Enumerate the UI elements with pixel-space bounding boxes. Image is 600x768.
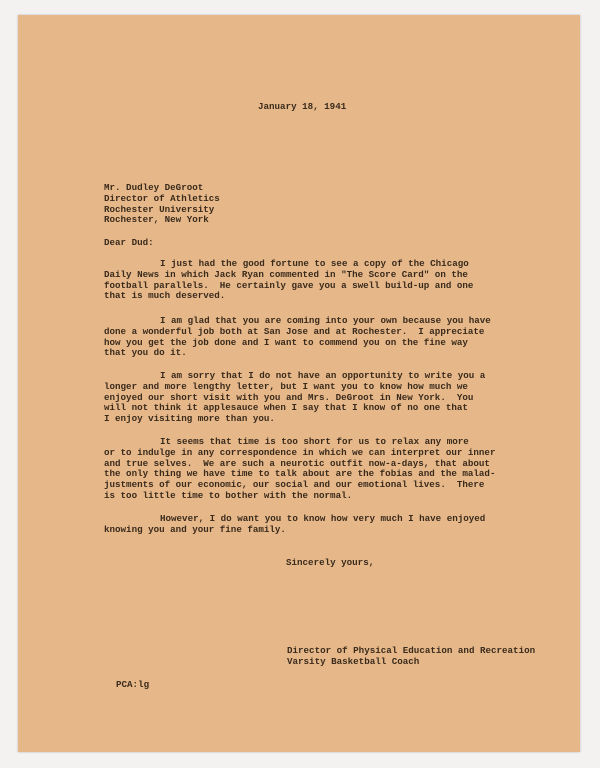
text-line: how you get the job done and I want to commend you on the fine way — [104, 336, 468, 348]
text-line: will not think it applesauce when I say that I know of no one that — [104, 402, 468, 414]
text-line: I am glad that you are coming into your own because you have — [160, 315, 491, 326]
text-line: football parallels. He certainly gave you a swell build-up and one — [104, 279, 474, 291]
closing: Sincerely yours, — [286, 557, 375, 568]
paragraph-2 — [104, 316, 491, 359]
text-line: and true selves. We are such a neurotic outfit now-a-days, that about — [104, 457, 490, 469]
text-line: longer and more lengthy letter, but I want you to know how much we — [104, 380, 468, 392]
address-line: Mr. Dudley DeGroot — [104, 182, 204, 193]
text-line: is too little time to bother with the normal. — [104, 489, 353, 501]
text-line: It seems that time is too short for us to relax any more — [160, 436, 469, 447]
typist-initials: PCA:lg — [116, 679, 150, 690]
text-line: I am sorry that I do not have an opportunity to write you a — [160, 370, 486, 381]
text-line: done a wonderful job both at San Jose and at Rochester. I appreciate — [104, 325, 485, 337]
salutation: Dear Dud: — [104, 237, 154, 248]
paragraph-1 — [104, 259, 473, 302]
text-line: Daily News in which Jack Ryan commented in "The Score Card" on the — [104, 268, 468, 280]
text-line: that you do it. — [104, 347, 187, 359]
text-line: that is much deserved. — [104, 290, 226, 302]
address-line: Director of Athletics — [104, 192, 220, 204]
title-line: Director of Physical Education and Recreation — [287, 645, 536, 656]
address-line: Rochester University — [104, 203, 215, 215]
recipient-address — [104, 183, 220, 226]
text-line: enjoyed our short visit with you and Mrs. DeGroot in New York. You — [104, 391, 474, 403]
paragraph-5 — [104, 514, 485, 536]
text-line: or to indulge in any correspondence in which we can interpret our inner — [104, 446, 496, 458]
text-line: I just had the good fortune to see a copy of the Chicago — [160, 258, 469, 269]
text-line: the only thing we have time to talk about are the fobias and the malad- — [104, 468, 496, 480]
address-line: Rochester, New York — [104, 214, 209, 226]
title-line: Varsity Basketball Coach — [287, 655, 420, 667]
letter-date: January 18, 1941 — [258, 101, 347, 112]
text-line: However, I do want you to know how very much I have enjoyed — [160, 513, 486, 524]
text-line: knowing you and your fine family. — [104, 523, 286, 535]
paragraph-4 — [104, 437, 495, 502]
paragraph-3 — [104, 371, 485, 425]
signature-titles — [287, 646, 535, 668]
text-line: justments of our economic, our social and our emotional lives. There — [104, 479, 485, 491]
text-line: I enjoy visiting more than you. — [104, 413, 275, 425]
